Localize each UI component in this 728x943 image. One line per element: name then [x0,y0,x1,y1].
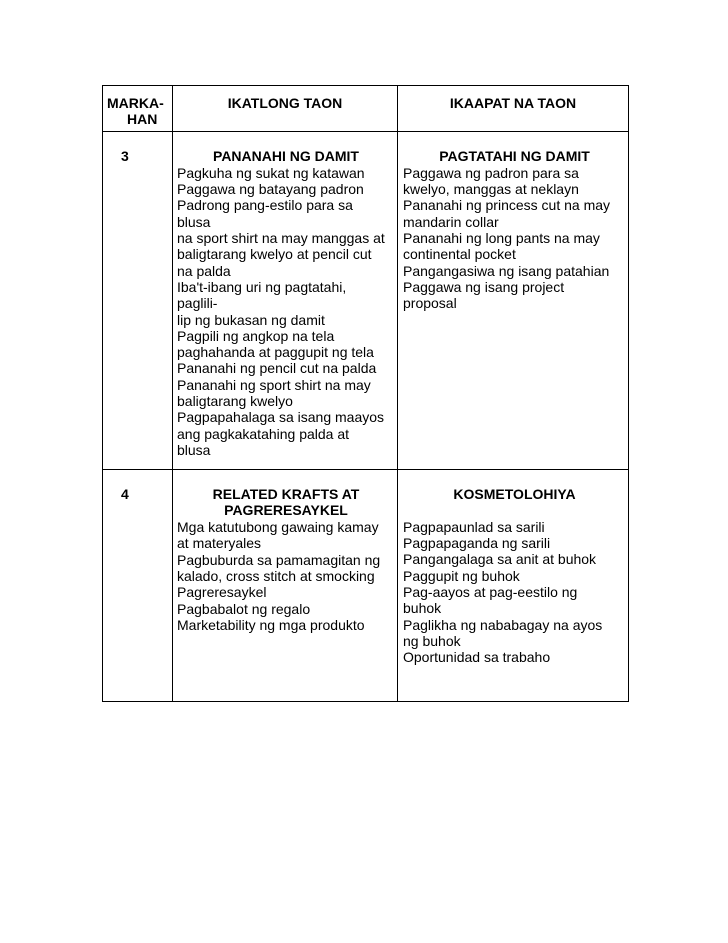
header-ikaapat-na-taon: IKAAPAT NA TAON [398,86,629,132]
list-item: Pagpapaganda ng sarili [403,535,551,552]
list-item: Mga katutubong gawaing kamay [177,519,379,536]
list-item: Pangangalaga sa anit at buhok [403,551,597,568]
list-item: Pananahi ng pencil cut na palda [177,360,377,377]
topic-list [177,165,395,458]
list-item: Pagbabalot ng regalo [177,600,311,617]
curriculum-table [102,85,629,702]
list-item: kalado, cross stitch at smocking [177,568,375,585]
list-item: Pag-aayos at pag-eestilo ng [403,584,578,601]
list-item: lip ng bukasan ng damit [177,311,325,328]
ikaapat-cell [398,469,629,701]
list-item: Pagpapahalaga sa isang maayos [177,409,385,426]
subject-title: RELATED KRAFTS AT PAGRERESAYKEL [212,485,360,518]
subject-title: KOSMETOLOHIYA [453,485,576,502]
list-item: buhok [403,600,442,617]
list-item: Paggawa ng isang project [403,278,565,295]
topic-list [403,165,626,312]
header-markahan-line2: HAN [127,111,158,128]
ikatlong-cell [173,131,398,469]
table-row [103,469,629,701]
header-ikatlong-taon: IKATLONG TAON [173,86,398,132]
list-item: Pangangasiwa ng isang patahian [403,262,610,279]
ikatlong-cell [173,469,398,701]
topic-list [177,519,395,633]
list-item: Marketability ng mga produkto [177,616,365,633]
markahan-cell: 4 [103,469,173,701]
list-item: Iba't-ibang uri ng pagtatahi, [177,278,347,295]
list-item: Pananahi ng long pants na may [403,230,600,247]
list-item: proposal [403,295,457,312]
subject-title: PANANAHI NG DAMIT [213,147,359,164]
header-row [103,86,629,132]
header-markahan [103,86,173,132]
list-item: Pananahi ng princess cut na may [403,197,611,214]
header-markahan-line1: MARKA- [107,95,164,111]
markahan-cell: 3 [103,131,173,469]
list-item: baligtarang kwelyo at pencil cut [177,246,372,263]
list-item: baligtarang kwelyo [177,393,293,410]
ikaapat-cell [398,131,629,469]
list-item: na sport shirt na may manggas at [177,230,385,247]
list-item: paglili- [177,295,218,312]
list-item: Pananahi ng sport shirt na may [177,376,371,393]
subject-title: PAGTATAHI NG DAMIT [439,147,590,164]
list-item: ang pagkakatahing palda at [177,425,350,442]
list-item: kwelyo, manggas at neklayn [403,181,579,198]
list-item: Padrong pang-estilo para sa [177,197,353,214]
list-item: ng buhok [403,632,461,649]
list-item: na palda [177,262,231,279]
list-item: Oportunidad sa trabaho [403,649,551,666]
list-item: at materyales [177,535,262,552]
list-item: paghahanda at paggupit ng tela [177,344,374,361]
list-item: Paggawa ng batayang padron [177,181,364,198]
list-item: Pagreresaykel [177,584,267,601]
list-item: Paglikha ng nababagay na ayos [403,616,603,633]
list-item: continental pocket [403,246,516,263]
list-item: Paggupit ng buhok [403,567,520,584]
topic-list [403,519,626,666]
list-item: mandarin collar [403,213,499,230]
list-item: Pagpapaunlad sa sarili [403,518,545,535]
list-item: Pagkuha ng sukat ng katawan [177,164,365,181]
list-item: Paggawa ng padron para sa [403,164,579,181]
list-item: Pagpili ng angkop na tela [177,327,335,344]
list-item: blusa [177,213,211,230]
list-item: Pagbuburda sa pamamagitan ng [177,551,381,568]
list-item: blusa [177,441,211,458]
table-row [103,131,629,469]
